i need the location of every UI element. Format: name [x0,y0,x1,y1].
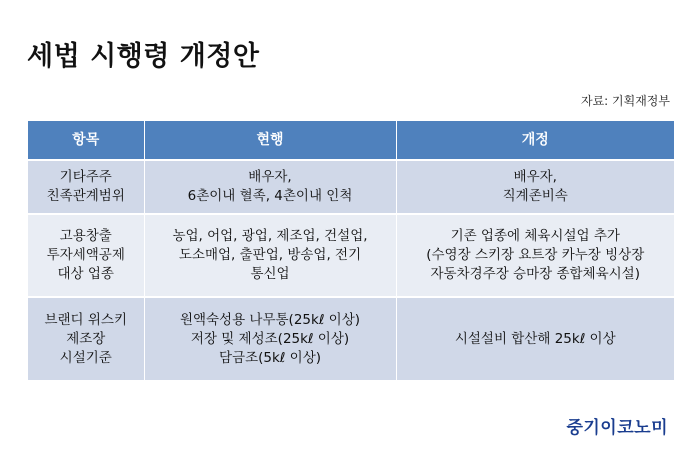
cell-current [144,160,396,214]
cell-revised [396,160,674,214]
cell-line: 배우자, [513,169,557,185]
cell-line: 시설기준 [59,349,112,366]
cell-item [28,160,144,214]
cell-line: 친족관계범위 [46,188,125,204]
cell-line: 통신업 [250,266,290,282]
source-note: 자료: 기획재정부 [580,94,670,108]
cell-line: 투자세액공제 [46,247,125,263]
cell-line: 배우자, [248,169,292,185]
cell-current [144,297,396,381]
cell-line: (수영장 스키장 요트장 카누장 빙상장 [426,247,645,263]
header-item: 항목 [28,121,144,160]
cell-line: 담금조(5kℓ 이상) [218,349,321,366]
page-title: 세법 시행령 개정안 [27,41,260,72]
cell-line: 6촌이내 혈족, 4촌이내 인척 [187,188,353,204]
header-revised: 개정 [396,121,674,160]
cell-line: 시설설비 합산해 25kℓ 이상 [454,330,616,347]
cell-line: 도소매업, 출판업, 방송업, 전기 [178,247,362,263]
cell-line: 원액숙성용 나무통(25kℓ 이상) [179,311,361,328]
cell-line: 기존 업종에 체육시설업 추가 [450,228,620,244]
cell-current [144,214,396,297]
table-row [28,297,674,381]
cell-line: 고용창출 [59,228,112,244]
cell-line: 기타주주 [59,169,112,185]
publisher-logo: 중기이코노미 [566,418,668,438]
cell-revised [396,297,674,381]
cell-item [28,297,144,381]
header-current: 현행 [144,121,396,160]
cell-line: 직계존비속 [502,188,568,204]
cell-revised [396,214,674,297]
cell-line: 제조장 [66,330,106,347]
cell-line: 농업, 어업, 광업, 제조업, 건설업, [172,228,368,244]
comparison-table [28,121,674,382]
cell-line: 자동차경주장 승마장 종합체육시설) [430,266,640,282]
cell-line: 저장 및 제성조(25kℓ 이상) [190,330,350,347]
cell-line: 대상 업종 [57,266,114,282]
table-row [28,160,674,214]
cell-line: 브랜디 위스키 [44,311,128,328]
table-header-row [28,121,674,160]
cell-item [28,214,144,297]
table-row [28,214,674,297]
